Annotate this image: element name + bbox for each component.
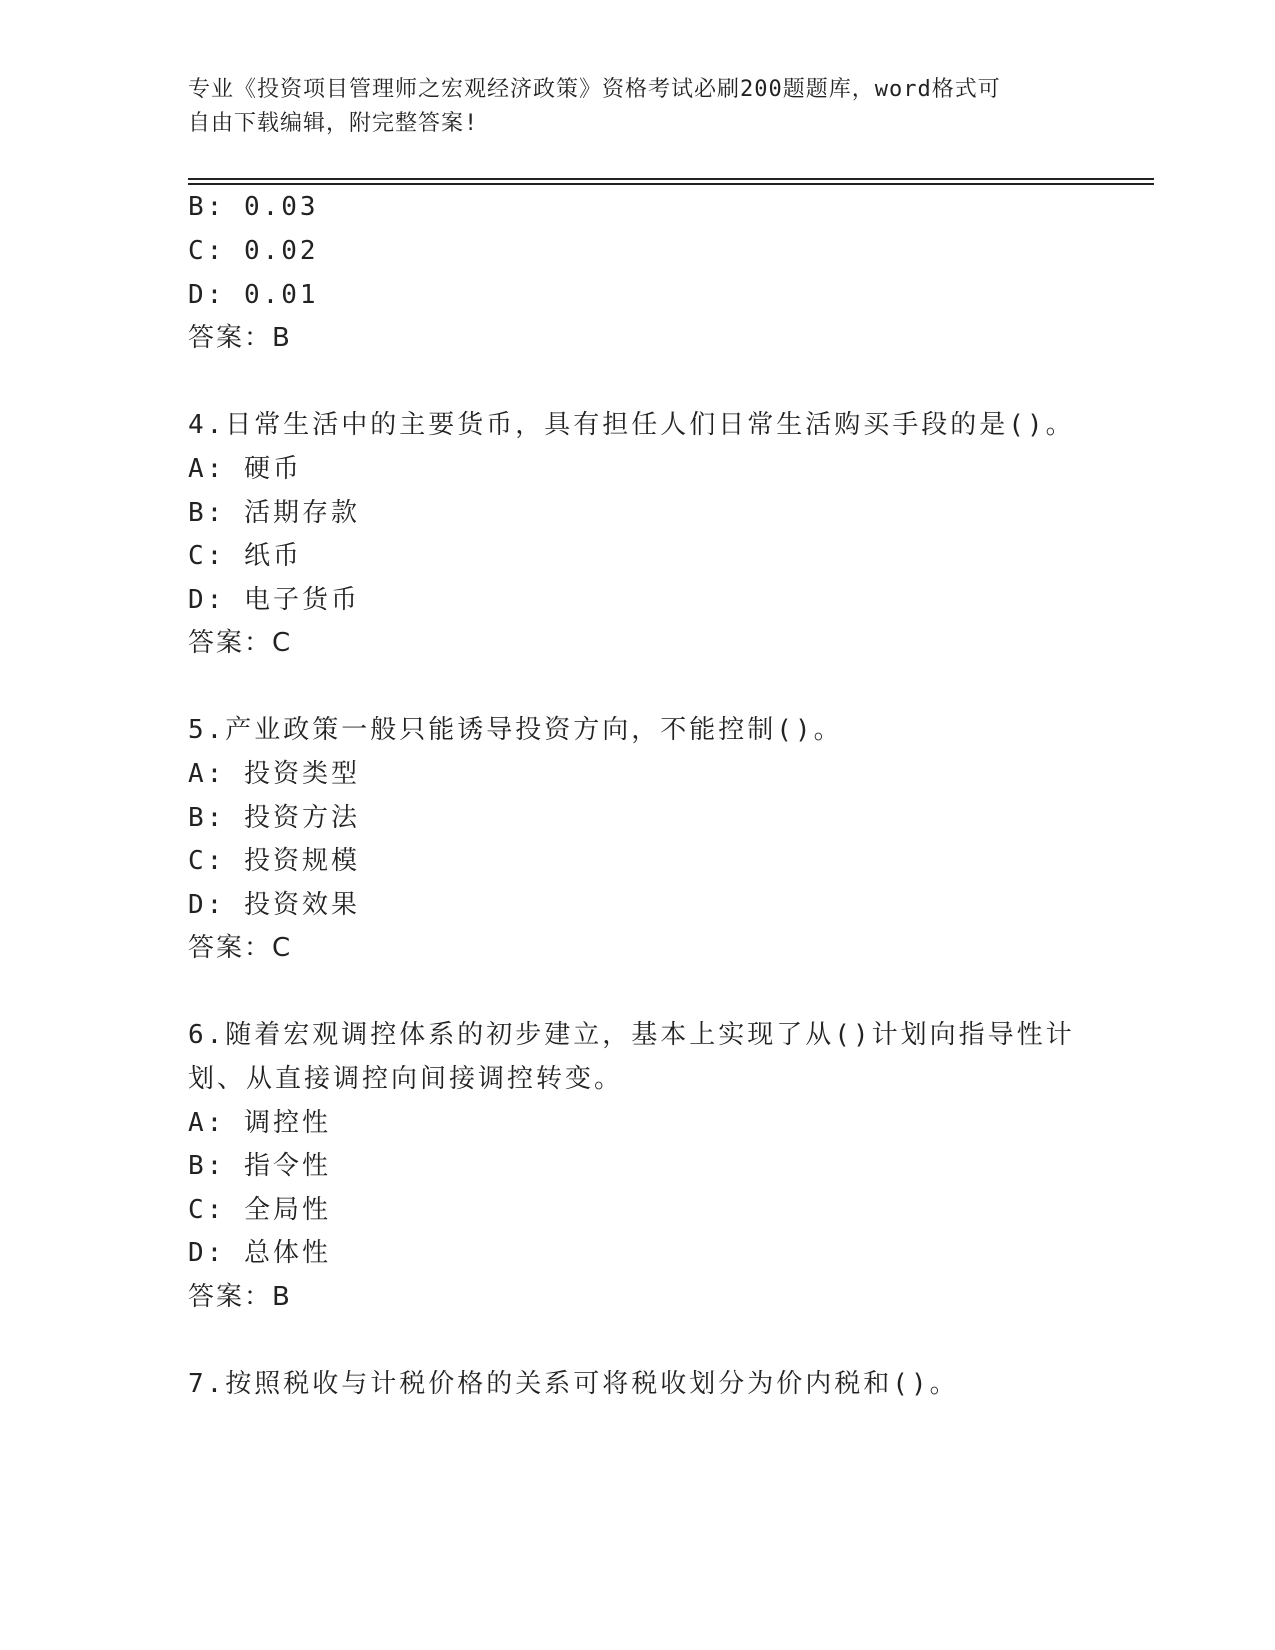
question-5-option-b: B: 投资方法: [188, 803, 360, 833]
question-5-answer: 答案：C: [188, 933, 293, 963]
option-b: B: 0.03: [188, 192, 319, 222]
question-6-option-b: B: 指令性: [188, 1151, 331, 1181]
header-line-2: 自由下载编辑，附完整答案!: [188, 111, 479, 136]
question-5-option-a: A: 投资类型: [188, 759, 360, 789]
question-6-option-d: D: 总体性: [188, 1238, 331, 1268]
question-6-answer: 答案：B: [188, 1282, 292, 1312]
document-header: [188, 73, 1068, 141]
question-7-stem: 7.按照税收与计税价格的关系可将税收划分为价内税和()。: [188, 1369, 959, 1399]
header-divider-top: [188, 178, 1154, 180]
question-4-option-b: B: 活期存款: [188, 498, 360, 528]
question-6-stem-line-1: 6.随着宏观调控体系的初步建立，基本上实现了从()计划向指导性计: [188, 1020, 1075, 1050]
question-6-option-c: C: 全局性: [188, 1195, 331, 1225]
option-d: D: 0.01: [188, 280, 319, 310]
header-divider-bottom: [188, 183, 1154, 185]
question-4-option-a: A: 硬币: [188, 454, 302, 484]
question-4-option-c: C: 纸币: [188, 541, 302, 571]
question-5-stem: 5.产业政策一般只能诱导投资方向，不能控制()。: [188, 715, 843, 745]
option-c: C: 0.02: [188, 236, 319, 266]
question-5-option-d: D: 投资效果: [188, 890, 360, 920]
question-4-option-d: D: 电子货币: [188, 585, 360, 615]
header-line-1: 专业《投资项目管理师之宏观经济政策》资格考试必刷200题题库，word格式可: [188, 77, 1001, 102]
answer: 答案：B: [188, 323, 292, 353]
question-6-option-a: A: 调控性: [188, 1108, 331, 1138]
question-4-stem: 4.日常生活中的主要货币，具有担任人们日常生活购买手段的是()。: [188, 410, 1075, 440]
question-4-answer: 答案：C: [188, 628, 293, 658]
question-5-option-c: C: 投资规模: [188, 846, 360, 876]
question-6-stem-line-2: 划、从直接调控向间接调控转变。: [188, 1064, 624, 1094]
